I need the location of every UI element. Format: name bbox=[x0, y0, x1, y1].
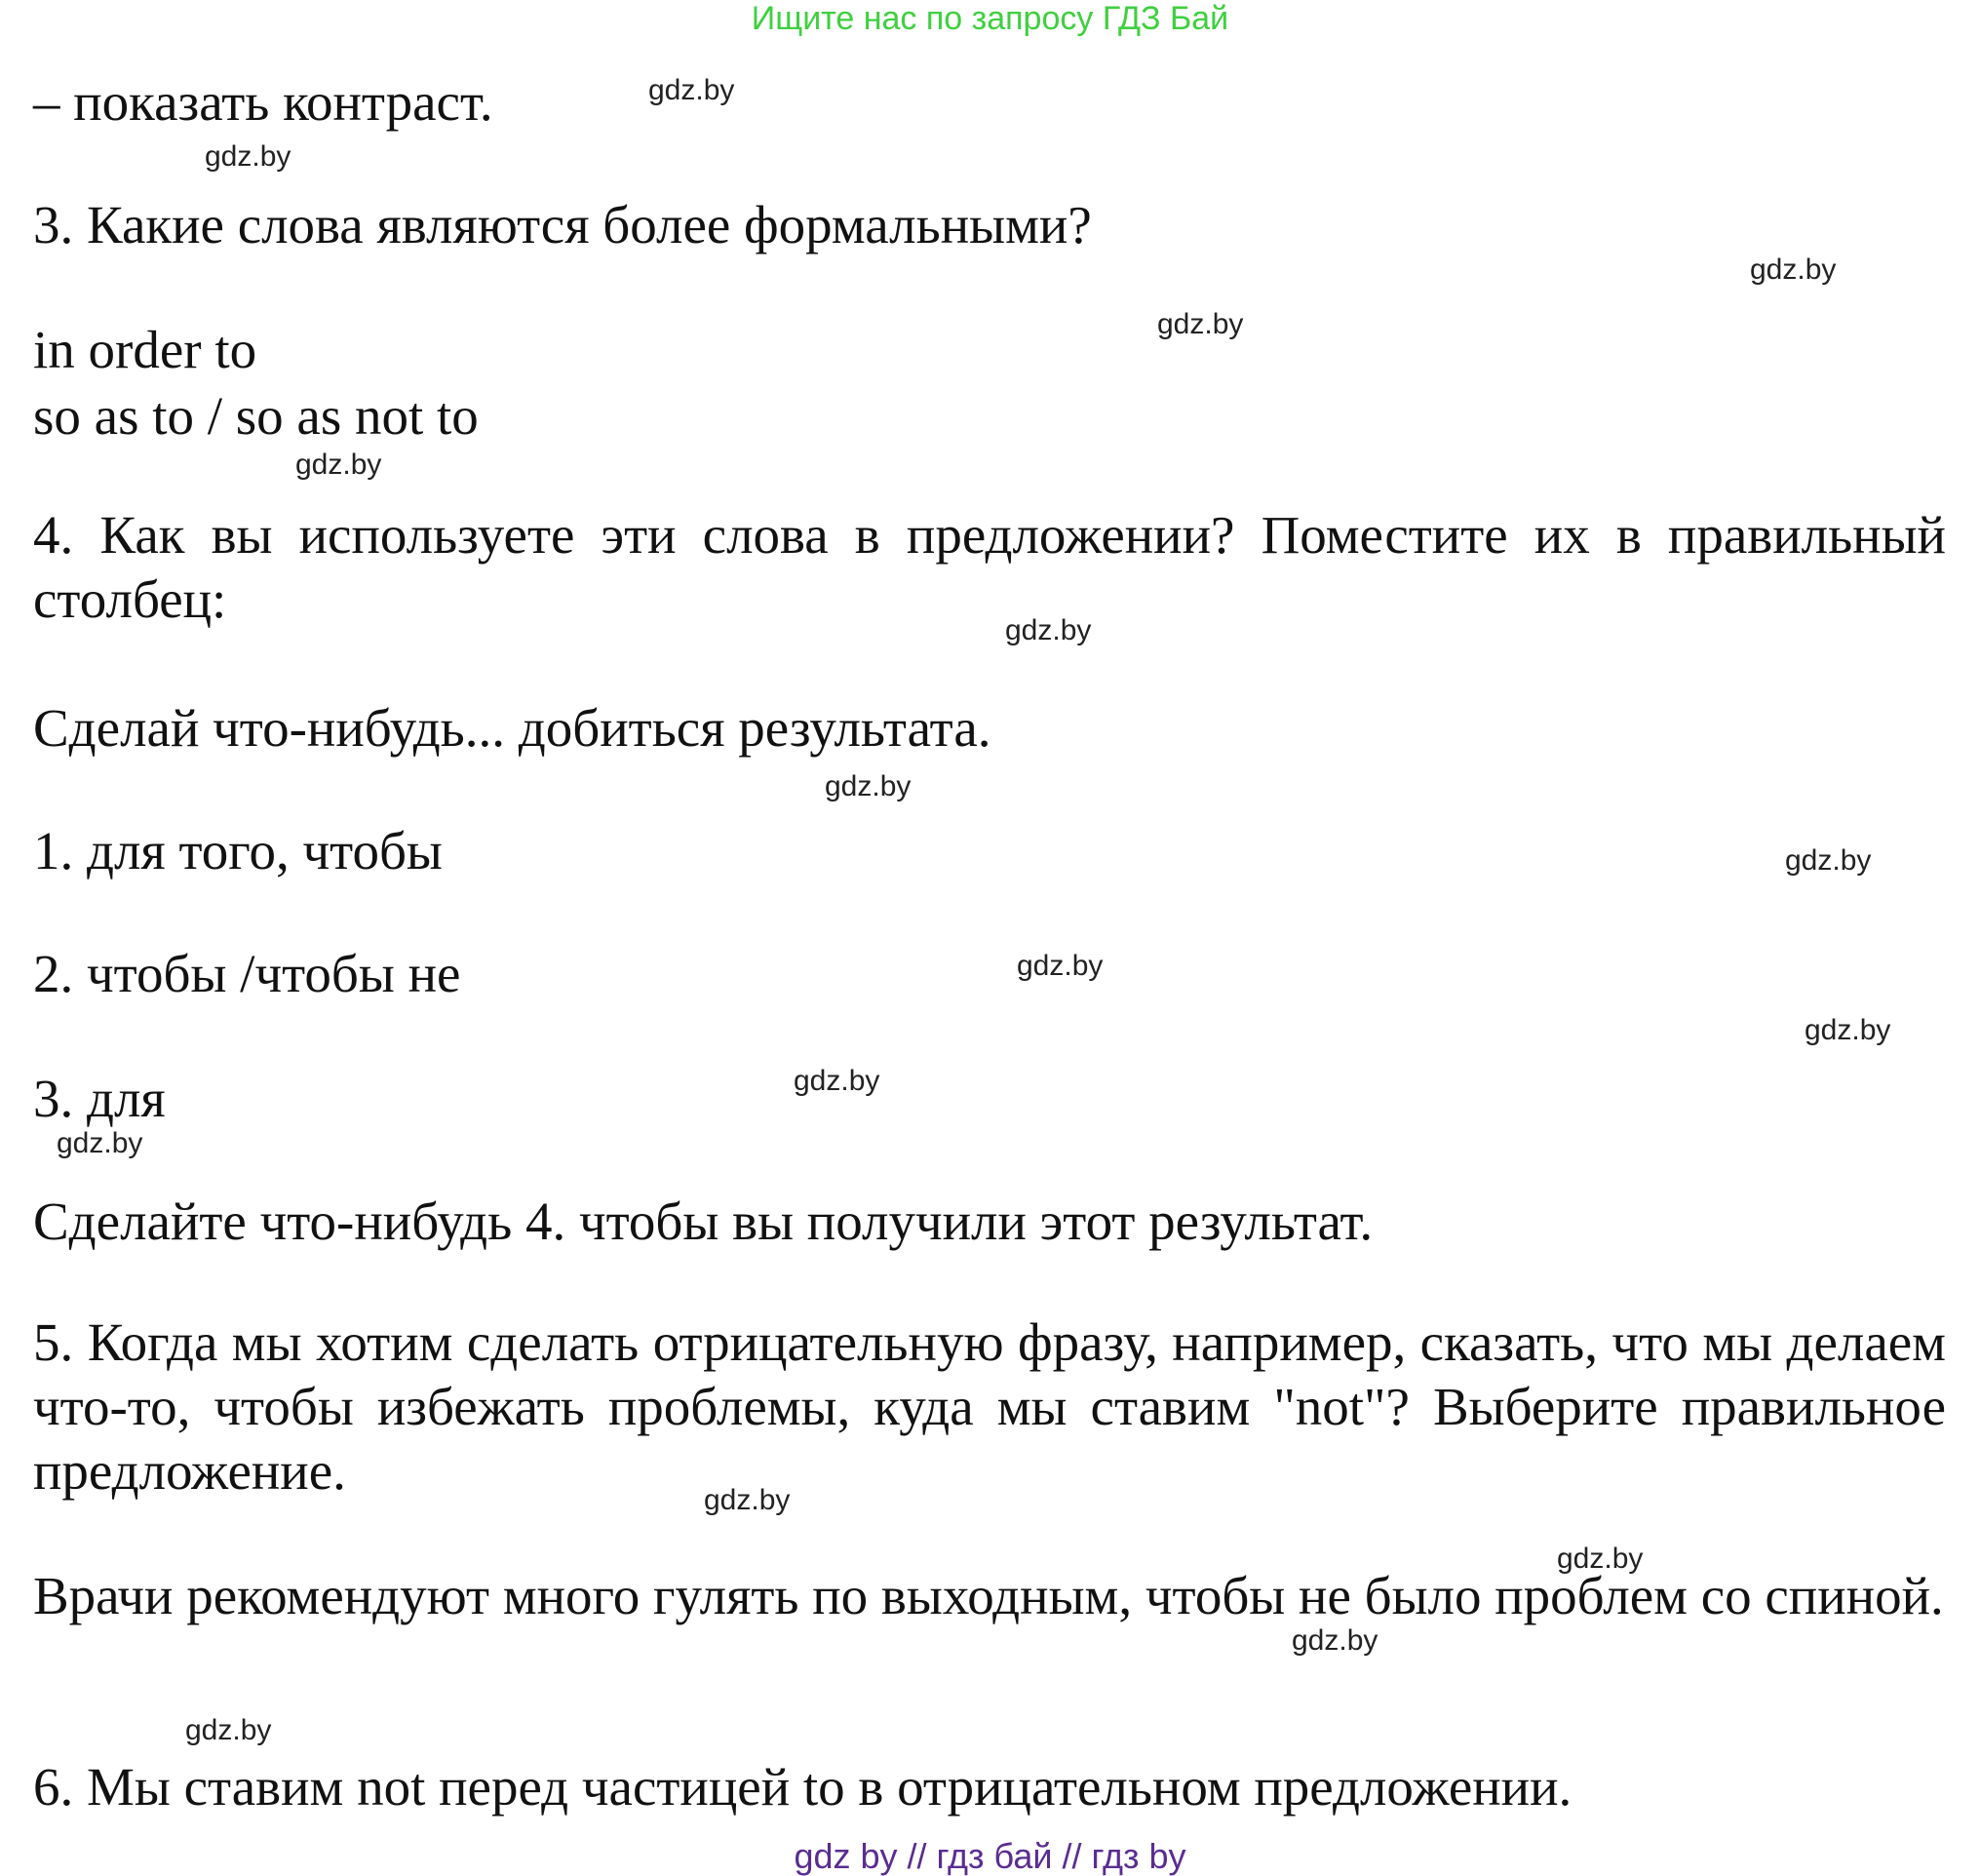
top-banner: Ищите нас по запросу ГДЗ Бай bbox=[751, 0, 1229, 37]
watermark: gdz.by bbox=[1557, 1543, 1644, 1575]
watermark: gdz.by bbox=[1292, 1624, 1378, 1657]
watermark: gdz.by bbox=[57, 1127, 143, 1159]
watermark: gdz.by bbox=[704, 1484, 791, 1516]
text-line: Сделайте что-нибудь 4. чтобы вы получили этот результат. bbox=[33, 1192, 1374, 1251]
list-item: 2. чтобы /чтобы не bbox=[33, 944, 461, 1003]
watermark: gdz.by bbox=[205, 140, 291, 173]
watermark: gdz.by bbox=[1750, 254, 1837, 286]
watermark: gdz.by bbox=[1017, 950, 1104, 982]
watermark: gdz.by bbox=[1805, 1014, 1891, 1046]
answer-sentence: Врачи рекомендуют много гулять по выходным, чтобы не было проблем со спиной. bbox=[33, 1566, 1944, 1625]
answer-line: in order to bbox=[33, 320, 257, 379]
text-line: Сделай что-нибудь... добиться результата. bbox=[33, 698, 991, 758]
answer-line: so as to / so as not to bbox=[33, 386, 479, 446]
text-line: – показать контраст. bbox=[33, 72, 493, 132]
question-4: 4. Как вы используете эти слова в предложении? Поместите их в правильный столбец: bbox=[33, 505, 1946, 629]
watermark: gdz.by bbox=[1157, 308, 1244, 340]
watermark: gdz.by bbox=[794, 1065, 880, 1097]
question-3: 3. Какие слова являются более формальными? bbox=[33, 195, 1092, 254]
watermark: gdz.by bbox=[185, 1714, 272, 1746]
question-6: 6. Мы ставим not перед частицей to в отрицательном предложении. bbox=[33, 1757, 1572, 1817]
question-5: 5. Когда мы хотим сделать отрицательную фразу, например, сказать, что мы делаем что-то, чтобы избежать проблемы, куда мы ставим "not"? Выберите правильное предложение. bbox=[33, 1312, 1946, 1501]
watermark: gdz.by bbox=[1005, 614, 1092, 646]
watermark: gdz.by bbox=[1785, 844, 1872, 877]
list-item: 3. для bbox=[33, 1069, 166, 1128]
watermark: gdz.by bbox=[825, 770, 912, 802]
watermark: gdz.by bbox=[295, 449, 382, 481]
watermark: gdz.by bbox=[648, 74, 735, 106]
list-item: 1. для того, чтобы bbox=[33, 821, 443, 880]
footer-links: gdz by // гдз бай // гдз by bbox=[794, 1836, 1186, 1876]
